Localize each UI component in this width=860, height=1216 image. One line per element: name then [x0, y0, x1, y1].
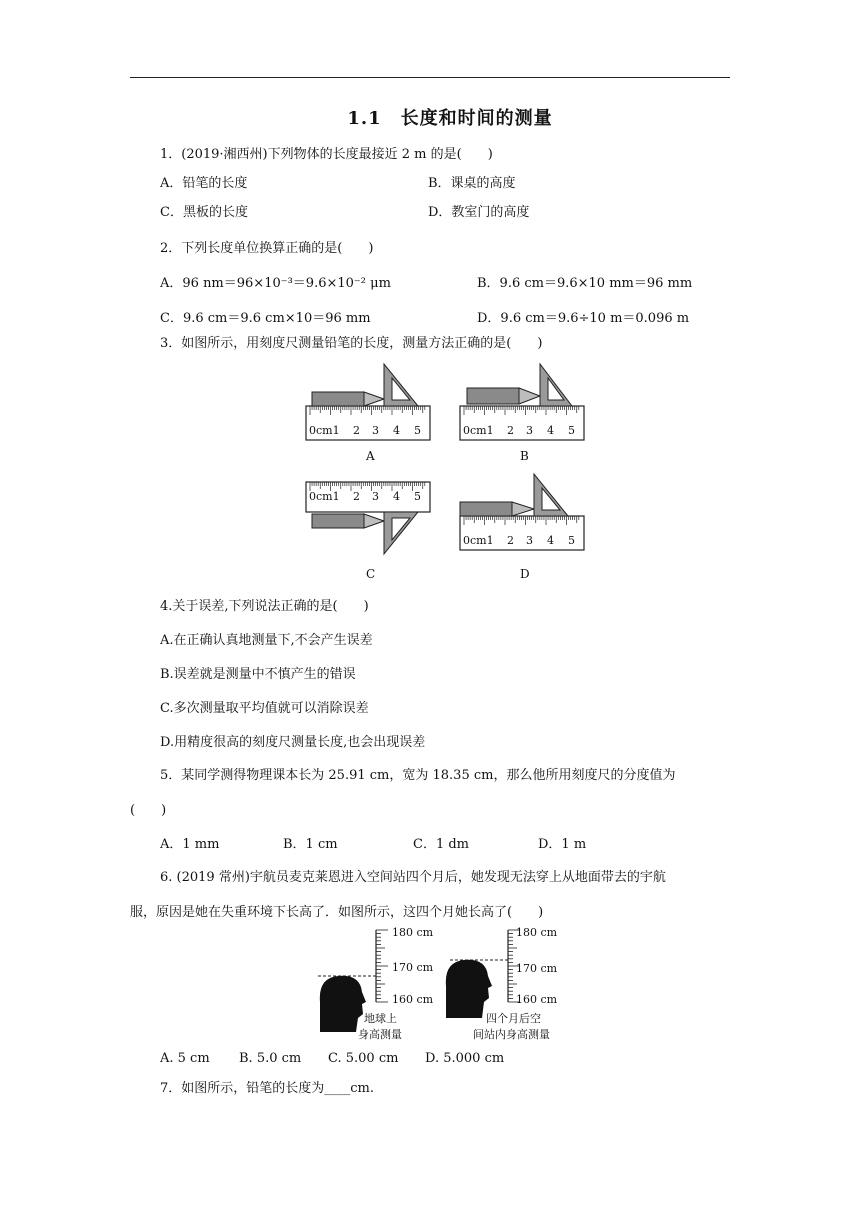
q2-option-b: B．9.6 cm＝9.6×10 mm＝96 mm — [477, 276, 693, 291]
head-silhouette-earth — [320, 976, 366, 1032]
svg-text:3: 3 — [526, 424, 533, 437]
q4-option-d: D.用精度很高的刻度尺测量长度,也会出现误差 — [160, 735, 426, 750]
q4-option-b: B.误差就是测量中不慎产生的错误 — [160, 667, 356, 682]
svg-text:3: 3 — [372, 424, 379, 437]
caption-earth-1: 地球上 — [364, 1012, 397, 1025]
figure-label-d: D — [520, 567, 530, 581]
scale-left-170: 170 cm — [392, 961, 434, 974]
q3-stem: 3．如图所示，用刻度尺测量铅笔的长度，测量方法正确的是( ) — [160, 336, 543, 351]
svg-text:2: 2 — [353, 490, 360, 503]
svg-text:4: 4 — [547, 534, 554, 547]
q5-option-b: B．1 cm — [283, 837, 338, 852]
svg-text:5: 5 — [414, 424, 421, 437]
scale-left-160: 160 cm — [392, 993, 434, 1006]
svg-text:5: 5 — [568, 424, 575, 437]
svg-text:4: 4 — [547, 424, 554, 437]
q6-option-b: B. 5.0 cm — [239, 1051, 302, 1066]
svg-text:3: 3 — [526, 534, 533, 547]
q3-ruler-figures — [300, 358, 600, 588]
q2-stem: 2．下列长度单位换算正确的是( ) — [160, 241, 374, 256]
q1-option-a: A．铅笔的长度 — [160, 176, 248, 191]
page-title: 1.1 长度和时间的测量 — [347, 108, 553, 129]
svg-text:0cm1: 0cm1 — [309, 490, 340, 503]
q1-option-d: D．教室门的高度 — [428, 205, 530, 220]
q5-option-d: D．1 m — [538, 837, 587, 852]
q1-option-b: B．课桌的高度 — [428, 176, 516, 191]
q6-height-figure — [310, 922, 590, 1046]
svg-text:2: 2 — [507, 424, 514, 437]
figure-label-b: B — [520, 449, 529, 463]
q2-option-c: C．9.6 cm＝9.6 cm×10＝96 mm — [160, 311, 371, 326]
svg-text:0cm1: 0cm1 — [309, 424, 340, 437]
svg-text:4: 4 — [393, 424, 400, 437]
svg-text:3: 3 — [372, 490, 379, 503]
q2-option-a: A．96 nm＝96×10⁻³＝9.6×10⁻² μm — [160, 276, 391, 291]
header-rule — [130, 77, 730, 78]
q5-stem-line2: ( ) — [130, 803, 167, 818]
scale-left-180: 180 cm — [392, 926, 434, 939]
q6-stem-line2: 服，原因是她在失重环境下长高了．如图所示，这四个月她长高了( ) — [130, 905, 544, 920]
q6-option-a: A. 5 cm — [160, 1051, 210, 1066]
caption-space-2: 间站内身高测量 — [473, 1028, 550, 1041]
figure-label-c: C — [366, 567, 376, 581]
q5-option-a: A．1 mm — [160, 837, 220, 852]
caption-space-1: 四个月后空 — [486, 1012, 541, 1025]
q2-option-d: D．9.6 cm＝9.6÷10 m＝0.096 m — [477, 311, 690, 326]
q1-option-c: C．黑板的长度 — [160, 205, 248, 220]
figure-label-a: A — [366, 449, 375, 463]
scale-right-160: 160 cm — [516, 993, 558, 1006]
q4-option-a: A.在正确认真地测量下,不会产生误差 — [160, 633, 373, 648]
q5-stem-line1: 5．某同学测得物理课本长为 25.91 cm，宽为 18.35 cm，那么他所用刻度尺的分度值为 — [160, 768, 676, 783]
q6-option-d: D. 5.000 cm — [425, 1051, 505, 1066]
q1-stem: 1．(2019·湘西州)下列物体的长度最接近 2 m 的是( ) — [160, 147, 493, 162]
svg-text:0cm1: 0cm1 — [463, 534, 494, 547]
scale-right-170: 170 cm — [516, 962, 558, 975]
svg-text:5: 5 — [414, 490, 421, 503]
q6-option-c: C. 5.00 cm — [328, 1051, 399, 1066]
svg-text:5: 5 — [568, 534, 575, 547]
q5-option-c: C．1 dm — [413, 837, 469, 852]
head-silhouette-space — [446, 960, 492, 1018]
q4-stem: 4.关于误差,下列说法正确的是( ) — [160, 599, 369, 614]
scale-right-180: 180 cm — [516, 926, 558, 939]
svg-text:2: 2 — [353, 424, 360, 437]
svg-text:0cm1: 0cm1 — [463, 424, 494, 437]
q6-stem-line1: 6. (2019 常州)宇航员麦克莱恩进入空间站四个月后，她发现无法穿上从地面带去的宇航 — [160, 870, 666, 885]
svg-text:2: 2 — [507, 534, 514, 547]
caption-earth-2: 身高测量 — [358, 1028, 402, 1041]
q7-stem: 7．如图所示，铅笔的长度为____cm. — [160, 1081, 375, 1096]
svg-text:4: 4 — [393, 490, 400, 503]
q4-option-c: C.多次测量取平均值就可以消除误差 — [160, 701, 369, 716]
